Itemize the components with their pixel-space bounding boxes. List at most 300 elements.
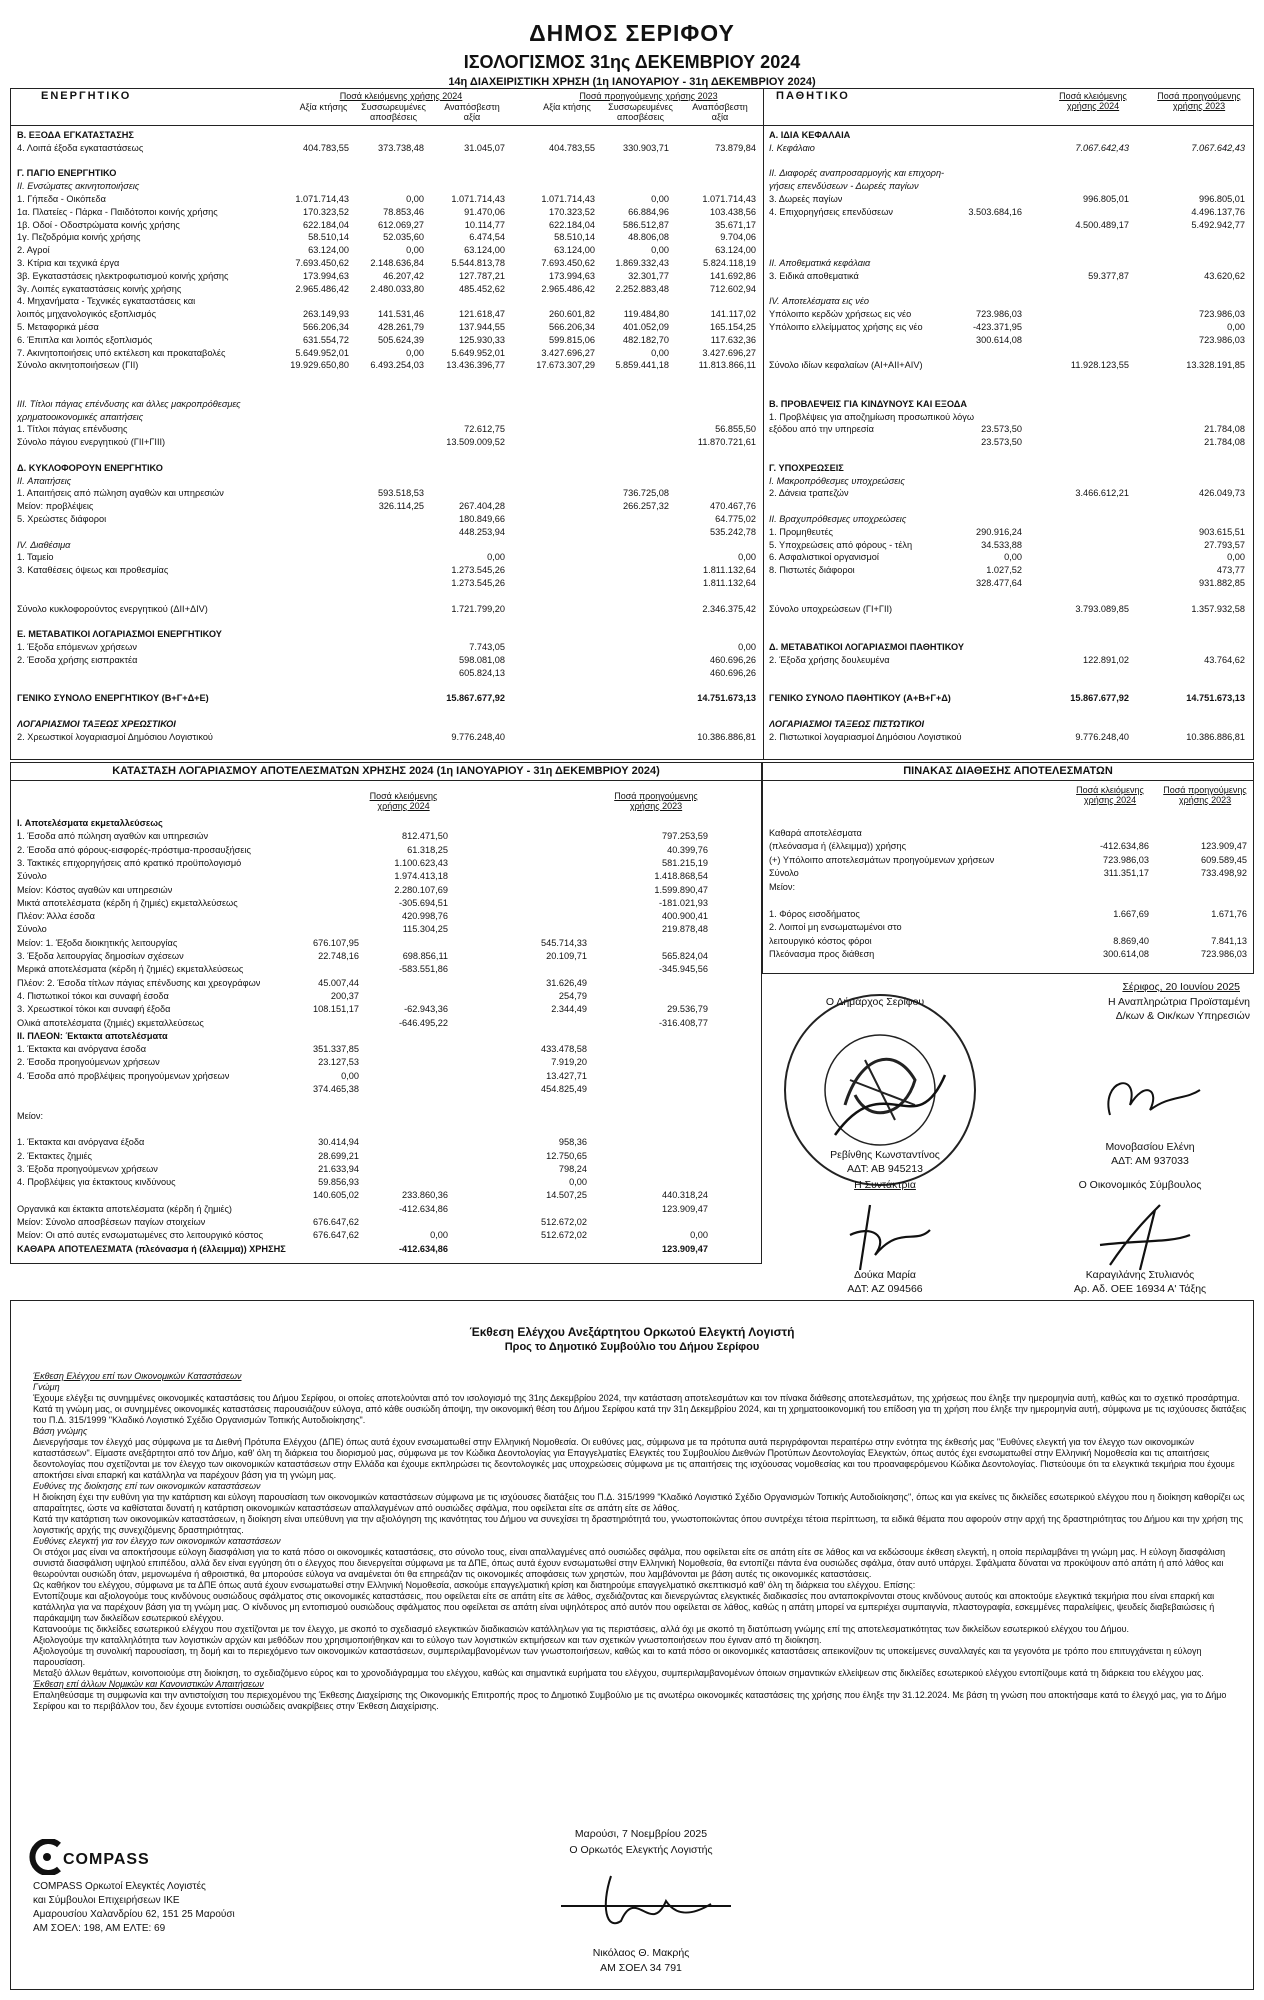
row-value: 125.930,33 bbox=[459, 334, 505, 345]
table-row bbox=[17, 870, 757, 882]
table-row bbox=[769, 692, 1247, 704]
row-value: 1.599.890,47 bbox=[654, 884, 708, 895]
mayor-name: Ρεβίνθης Κωνσταντίνος bbox=[830, 1149, 940, 1161]
row-value: 460.696,26 bbox=[710, 667, 756, 678]
row-label: 2. Έσοδα από φόρους-εισφορές-πρόστιμα-προσαυξήσεις bbox=[17, 844, 251, 855]
row-value: 1.667,69 bbox=[1113, 908, 1149, 919]
row-value: 23.573,50 bbox=[981, 424, 1022, 435]
row-value: 3.503.684,16 bbox=[968, 206, 1022, 217]
table-row bbox=[769, 167, 1247, 179]
row-value: 11.928.123,55 bbox=[1070, 360, 1129, 371]
row-value: 428.261,79 bbox=[378, 322, 424, 332]
row-value: 404.783,55 bbox=[549, 142, 595, 153]
row-label: 3β. Εγκαταστάσεις ηλεκτροφωτισμού κοινής χρήσης bbox=[17, 270, 229, 281]
row-value: 2.480.033,80 bbox=[370, 283, 424, 294]
row-value: 13.436.396,77 bbox=[446, 360, 505, 371]
row-value: 0,00 bbox=[690, 1230, 708, 1241]
row-label: II. ΠΛΕΟΝ: Έκτακτα αποτελέσματα bbox=[17, 1030, 168, 1041]
row-value: 622.184,04 bbox=[549, 219, 595, 230]
audit-paragraph: Ως καθήκον του ελέγχου, σύμφωνα με τα ΔΠΕ όπως αυτά έχουν ενσωματωθεί στην Ελληνική Νομοθεσία, ασκούμε επαγγελματική κρίση και διατηρούμε επαγγελματικό σκεπτικισμό καθ' όλη τη διάρκεια του ελέγχου. Επίσης: bbox=[33, 1580, 916, 1590]
row-value: 14.507,25 bbox=[546, 1190, 587, 1201]
row-value: 63.124,00 bbox=[464, 245, 505, 256]
table-row bbox=[17, 539, 757, 551]
row-label: 2. Πιστωτικοί λογαριασμοί Δημόσιου Λογιστικού bbox=[769, 731, 962, 742]
auditor-company-1: COMPASS Ορκωτοί Ελεγκτές Λογιστές bbox=[33, 1881, 206, 1892]
row-label: 4. Έσοδα από προβλέψεις προηγούμενων χρήσεων bbox=[17, 1070, 230, 1081]
table-row bbox=[17, 193, 757, 205]
table-row bbox=[17, 1003, 757, 1015]
row-label: (πλεόνασμα ή (έλλειμμα)) χρήσης bbox=[769, 841, 907, 851]
row-value: 91.470,06 bbox=[464, 206, 505, 217]
row-label: 1. Προμηθευτές bbox=[769, 526, 833, 537]
row-value: 420.998,76 bbox=[402, 911, 448, 922]
table-row bbox=[17, 910, 757, 922]
row-label: 3. Ειδικά αποθεματικά bbox=[769, 270, 859, 281]
row-label: 4. Λοιπά έξοδα εγκαταστάσεως bbox=[17, 142, 144, 153]
row-value: -305.694,51 bbox=[398, 897, 448, 908]
row-label: Ολικά αποτελέσματα (ζημιές) εκμεταλλεύσεως bbox=[17, 1017, 204, 1028]
mayor-id: ΑΔΤ: ΑΒ 945213 bbox=[847, 1163, 923, 1175]
row-label: Σύνολο ιδίων κεφαλαίων (ΑΙ+ΑΙΙ+ΑΙV) bbox=[769, 360, 923, 371]
table-row bbox=[17, 615, 757, 627]
table-row bbox=[17, 423, 757, 435]
table-row bbox=[769, 487, 1247, 499]
table-row bbox=[17, 923, 757, 935]
row-value: 0,00 bbox=[569, 1177, 587, 1188]
row-value: 29.536,79 bbox=[667, 1004, 708, 1015]
audit-paragraph: Αξιολογούμε τη συνολική παρουσίαση, τη δομή και το περιεχόμενο των οικονομικών καταστάσεων, συμπεριλαμβανομένων των γνωστοποιήσεων, καθώς και το κατά πόσο οι οικονομικές καταστάσεις απεικονίζουν τις υποκείμενες συναλλαγές και τα γεγονότα με τρόπο που επιτυγχάνεται η εύλογη παρουσίαση. bbox=[33, 1646, 1202, 1667]
table-row bbox=[17, 1176, 757, 1188]
row-value: 12.750,65 bbox=[546, 1150, 587, 1161]
row-value: 676.647,62 bbox=[313, 1230, 359, 1241]
table-row bbox=[769, 867, 1247, 879]
advisor-title: Ο Οικονομικός Σύμβουλος bbox=[1078, 1179, 1202, 1191]
row-value: 460.696,26 bbox=[710, 654, 756, 665]
row-label: II. Διαφορές αναπροσαρμογής και επιχορη- bbox=[769, 168, 945, 179]
table-row bbox=[769, 308, 1247, 320]
row-value: -345.945,56 bbox=[658, 964, 708, 975]
row-value: 123.909,47 bbox=[662, 1243, 708, 1254]
row-value: 0,00 bbox=[430, 1230, 448, 1241]
row-value: 64.775,02 bbox=[715, 514, 756, 524]
row-value: 1.811.132,64 bbox=[703, 578, 756, 588]
row-value: 21.784,08 bbox=[1204, 424, 1245, 435]
table-row bbox=[769, 180, 1247, 192]
row-value: 712.602,94 bbox=[710, 283, 756, 294]
audit-subtitle: Προς το Δημοτικό Συμβούλιο του Δήμου Σερίφου bbox=[504, 1341, 760, 1353]
table-row bbox=[17, 155, 757, 167]
table-row bbox=[769, 295, 1247, 307]
row-label: 3γ. Λοιπές εγκαταστάσεις κοινής χρήσης bbox=[17, 283, 182, 294]
row-value: 5.649.952,01 bbox=[451, 347, 505, 358]
row-value: 581.215,19 bbox=[662, 857, 708, 868]
writer-name: Δούκα Μαρία bbox=[854, 1269, 916, 1281]
table-row bbox=[17, 257, 757, 269]
row-label: Σύνολο bbox=[769, 868, 799, 878]
writer-title: Η Συντάκτρια bbox=[854, 1179, 916, 1191]
row-value: 170.323,52 bbox=[303, 206, 349, 217]
row-value: 78.853,46 bbox=[383, 206, 424, 217]
row-value: 61.318,25 bbox=[407, 844, 448, 855]
row-label: 6. Έπιπλα και λοιπός εξοπλισμός bbox=[17, 334, 153, 345]
row-value: 5.649.952,01 bbox=[295, 347, 349, 358]
row-value: 1.071.714,43 bbox=[295, 194, 349, 204]
table-row bbox=[769, 654, 1247, 666]
row-label: 2. Δάνεια τραπεζών bbox=[769, 488, 849, 499]
table-row bbox=[769, 513, 1247, 525]
row-value: 48.806,08 bbox=[628, 232, 669, 243]
row-label: 1. Τίτλοι πάγιας επένδυσης bbox=[17, 424, 128, 435]
row-label: Σύνολο ακινητοποιήσεων (ΓΙΙ) bbox=[17, 360, 139, 371]
table-row bbox=[769, 436, 1247, 448]
row-value: 56.855,50 bbox=[715, 424, 756, 435]
results-cur-year: Ποσά κλειόμενης χρήσης 2024 bbox=[369, 791, 438, 811]
row-value: 512.672,02 bbox=[541, 1217, 587, 1227]
assets-table bbox=[11, 129, 763, 759]
row-value: -646.495,22 bbox=[398, 1017, 448, 1028]
audit-paragraph: Αξιολογούμε την καταλληλότητα των λογιστικών αρχών και μεθόδων που χρησιμοποιήθηκαν και το εύλογο των λογιστικών εκτιμήσεων και των σχετικών γνωστοποιήσεων που έγιναν από τη διοίκηση. bbox=[33, 1635, 822, 1645]
row-value: 13.328.191,85 bbox=[1186, 360, 1245, 371]
row-value: 58.510,14 bbox=[308, 232, 349, 243]
row-label: Γ. ΥΠΟΧΡΕΩΣΕΙΣ bbox=[769, 462, 844, 473]
row-label: Ε. ΜΕΤΑΒΑΤΙΚΟΙ ΛΟΓΑΡΙΑΣΜΟΙ ΕΝΕΡΓΗΤΙΚΟΥ bbox=[17, 629, 222, 640]
table-row bbox=[17, 244, 757, 256]
table-row bbox=[17, 897, 757, 909]
row-value: 903.615,51 bbox=[1199, 526, 1245, 537]
row-value: 622.184,04 bbox=[303, 219, 349, 230]
row-value: 9.776.248,40 bbox=[1075, 731, 1129, 742]
table-row bbox=[17, 1203, 757, 1215]
table-row bbox=[17, 129, 757, 141]
row-value: 1.071.714,43 bbox=[702, 194, 756, 204]
row-value: -316.408,77 bbox=[658, 1017, 708, 1028]
row-value: 40.399,76 bbox=[667, 844, 708, 855]
audit-report bbox=[10, 1300, 1254, 1990]
deputy-title-1: Η Αναπληρώτρια Προϊσταμένη bbox=[1108, 996, 1250, 1008]
writer-signature-icon bbox=[830, 1195, 940, 1275]
deputy-signature-icon bbox=[1090, 1060, 1210, 1130]
row-label: Καθαρά αποτελέσματα bbox=[769, 827, 862, 838]
table-row bbox=[17, 487, 757, 499]
row-value: 121.618,47 bbox=[459, 309, 505, 320]
table-row bbox=[17, 1163, 757, 1175]
row-value: 2.965.486,42 bbox=[295, 283, 349, 294]
row-label: Σύνολο πάγιου ενεργητικού (ΓΙΙ+ΓΙΙΙ) bbox=[17, 437, 166, 448]
table-row bbox=[17, 270, 757, 282]
row-value: 14.751.673,13 bbox=[1186, 693, 1245, 704]
row-label: Μερικά αποτελέσματα (κέρδη ή ζημιές) εκμεταλλεύσεως bbox=[17, 964, 244, 975]
audit-paragraph: Κατανοούμε τις δικλείδες εσωτερικού ελέγχου που σχετίζονται με τον έλεγχο, με σκοπό το σχεδιασμό ελεγκτικών διαδικασιών κατάλληλων για τις περιστάσεις, αλλά όχι με σκοπό τη διατύπωση γνώμης επί της αποτελεσματικότητας των δικλείδων εσωτερικού ελέγχου του Δήμου. bbox=[33, 1624, 1130, 1634]
row-value: 6.493.254,03 bbox=[370, 360, 424, 371]
table-row bbox=[17, 1030, 757, 1042]
row-value: 173.994,63 bbox=[549, 270, 595, 281]
row-value: -62.943,36 bbox=[404, 1004, 448, 1015]
table-row bbox=[17, 1150, 757, 1162]
row-value: 0,00 bbox=[738, 552, 756, 563]
document-title: ΔΗΜΟΣ ΣΕΡΙΦΟΥ bbox=[529, 20, 735, 46]
table-row bbox=[769, 193, 1247, 205]
document-subtitle: ΙΣΟΛΟΓΙΣΜΟΣ 31ης ΔΕΚΕΜΒΡΙΟΥ 2024 bbox=[463, 52, 801, 72]
table-row bbox=[769, 142, 1247, 154]
auditor-id: ΑΜ ΣΟΕΛ 34 791 bbox=[600, 1962, 682, 1974]
row-value: 141.692,86 bbox=[710, 270, 756, 281]
row-value: 798,24 bbox=[558, 1163, 587, 1174]
row-label: 1. Έκτακτα και ανόργανα έξοδα bbox=[17, 1137, 145, 1148]
row-label: Γ. ΠΑΓΙΟ ΕΝΕΡΓΗΤΙΚΟ bbox=[17, 168, 117, 179]
row-value: 31.045,07 bbox=[464, 142, 505, 153]
table-row bbox=[769, 603, 1247, 615]
row-value: 401.052,09 bbox=[623, 322, 669, 332]
table-row bbox=[769, 359, 1247, 371]
col-net-23: Αναπόσβεστη αξία bbox=[692, 102, 748, 122]
row-value: 1.811.132,64 bbox=[703, 565, 756, 576]
table-row bbox=[17, 1056, 757, 1068]
results-statement bbox=[10, 762, 762, 1264]
row-value: 612.069,27 bbox=[378, 219, 424, 230]
row-value: 19.929.650,80 bbox=[290, 360, 349, 371]
table-row bbox=[17, 1110, 757, 1122]
row-value: 4.500.489,17 bbox=[1075, 219, 1129, 230]
row-value: 22.748,16 bbox=[318, 951, 359, 961]
row-value: 300.614,08 bbox=[976, 334, 1022, 345]
row-value: 123.909,47 bbox=[662, 1203, 708, 1214]
row-value: 7.693.450,62 bbox=[541, 258, 595, 268]
row-value: 535.242,78 bbox=[710, 526, 756, 537]
row-value: 9.776.248,40 bbox=[451, 731, 505, 742]
row-value: 119.484,80 bbox=[623, 309, 669, 320]
table-row bbox=[17, 844, 757, 856]
row-value: 10.386.886,81 bbox=[1186, 731, 1245, 742]
row-value: 2.280.107,69 bbox=[394, 884, 448, 895]
row-value: 200,37 bbox=[330, 990, 359, 1001]
row-label: Μείον: bbox=[17, 1110, 44, 1121]
row-value: -583.551,86 bbox=[398, 964, 448, 975]
row-value: 0,00 bbox=[406, 347, 424, 358]
table-row bbox=[769, 475, 1247, 487]
table-row bbox=[17, 830, 757, 842]
row-label: λοιπός μηχανολογικός εξοπλισμός bbox=[17, 309, 157, 320]
table-row bbox=[769, 270, 1247, 282]
row-label: Υπόλοιπο ελλείμματος χρήσης εις νέο bbox=[769, 322, 923, 332]
row-value: -423.371,95 bbox=[972, 322, 1022, 332]
row-label: Μείον: 1. Έξοδα διοικητικής λειτουργίας bbox=[17, 937, 178, 948]
row-value: 566.206,34 bbox=[303, 322, 349, 332]
row-label: 6. Ασφαλιστικοί οργανισμοί bbox=[769, 552, 879, 563]
table-row bbox=[17, 1136, 757, 1148]
deputy-name: Μονοβασίου Ελένη bbox=[1105, 1141, 1195, 1153]
row-label: 1. Φόρος εισοδήματος bbox=[769, 908, 860, 919]
row-value: 165.154,25 bbox=[710, 322, 756, 332]
row-value: 34.533,88 bbox=[981, 539, 1022, 550]
table-row bbox=[769, 881, 1247, 893]
row-label: Υπόλοιπο κερδών χρήσεως εις νέο bbox=[769, 309, 912, 320]
table-row bbox=[17, 1043, 757, 1055]
assets-title: ΕΝΕΡΓΗΤΙΚΟ bbox=[41, 90, 132, 102]
row-value: 8.869,40 bbox=[1113, 935, 1149, 946]
row-value: 733.498,92 bbox=[1201, 868, 1247, 878]
row-value: 3.793.089,85 bbox=[1075, 603, 1129, 614]
row-label: Δ. ΚΥΚΛΟΦΟΡΟΥΝ ΕΝΕΡΓΗΤΙΚΟ bbox=[17, 462, 163, 473]
row-value: 63.124,00 bbox=[715, 245, 756, 256]
table-row bbox=[17, 449, 757, 461]
row-label: Μείον: Σύνολο αποσβέσεων παγίων στοιχείων bbox=[17, 1217, 206, 1227]
row-label: εξόδου από την υπηρεσία bbox=[769, 424, 874, 435]
row-value: 300.614,08 bbox=[1103, 949, 1149, 959]
auditor-name: Νικόλαος Θ. Μακρής bbox=[592, 1947, 690, 1959]
table-row bbox=[769, 590, 1247, 602]
row-label: ΛΟΓΑΡΙΑΣΜΟΙ ΤΑΞΕΩΣ ΠΙΣΤΩΤΙΚΟΙ bbox=[769, 718, 925, 729]
deputy-id: ΑΔΤ: ΑΜ 937033 bbox=[1111, 1155, 1189, 1167]
row-value: 0,00 bbox=[651, 245, 669, 256]
advisor-signature-icon bbox=[1090, 1195, 1200, 1275]
row-value: 698.856,11 bbox=[402, 951, 448, 961]
row-value: 326.114,25 bbox=[378, 501, 424, 512]
table-row bbox=[17, 206, 757, 218]
table-row bbox=[17, 1083, 757, 1095]
auditor-signature-icon bbox=[551, 1866, 751, 1941]
row-value: 433.478,58 bbox=[541, 1044, 587, 1055]
row-value: 1.071.714,43 bbox=[541, 194, 595, 204]
col-cost-23: Αξία κτήσης bbox=[543, 102, 591, 112]
row-value: 73.879,84 bbox=[715, 142, 756, 153]
row-value: 123.909,47 bbox=[1201, 841, 1247, 851]
liabilities-table bbox=[763, 129, 1253, 759]
table-row bbox=[769, 615, 1247, 627]
row-label: 1. Έκτακτα και ανόργανα έσοδα bbox=[17, 1044, 147, 1055]
row-label: ΓΕΝΙΚΟ ΣΥΝΟΛΟ ΕΝΕΡΓΗΤΙΚΟΥ (Β+Γ+Δ+Ε) bbox=[17, 693, 209, 704]
distribution-rows bbox=[763, 813, 1253, 973]
auditor-company-4: ΑΜ ΣΟΕΛ: 198, ΑΜ ΕΛΤΕ: 69 bbox=[33, 1923, 166, 1934]
row-value: 72.612,75 bbox=[464, 424, 505, 435]
row-label: Α. ΙΔΙΑ ΚΕΦΑΛΑΙΑ bbox=[769, 130, 851, 140]
table-row bbox=[17, 641, 757, 653]
col-dep-24: Συσσωρευμένες αποσβέσεις bbox=[361, 102, 426, 122]
row-label: 2. Έκτακτες ζημιές bbox=[17, 1150, 92, 1161]
advisor-id: Αρ. Αδ. ΟΕΕ 16934 Α' Τάξης bbox=[1073, 1283, 1207, 1295]
row-value: 470.467,76 bbox=[710, 501, 756, 512]
row-value: 1.974.413,18 bbox=[394, 871, 448, 882]
row-value: 723.986,03 bbox=[1201, 949, 1247, 959]
row-value: 0,00 bbox=[651, 194, 669, 204]
row-value: 137.944,55 bbox=[459, 322, 505, 332]
liab-prev-year: Ποσά προηγούμενης χρήσης 2023 bbox=[1157, 91, 1241, 111]
compass-logo-icon bbox=[27, 1839, 67, 1875]
table-row bbox=[17, 475, 757, 487]
row-label: (+) Υπόλοιπο αποτελεσμάτων προηγούμενων χρήσεων bbox=[769, 854, 995, 865]
row-label: 2. Αγροί bbox=[17, 245, 50, 256]
row-label: 2. Έσοδα προηγούμενων χρήσεων bbox=[17, 1057, 160, 1068]
audit-paragraph: Έχουμε ελέγξει τις συνημμένες οικονομικές καταστάσεις του Δήμου Σερίφου, οι οποίες αποτελούνται από τον ισολογισμό της 31ης Δεκεμβρίου 2024, την κατάσταση αποτελεσμάτων και τον πίνακα διάθεσης αποτελεσμάτων, της χρήσεως που έληξε την ημερομηνία αυτή, καθώς και το σχετικό προσάρτημα. bbox=[33, 1393, 1240, 1403]
row-label: ΓΕΝΙΚΟ ΣΥΝΟΛΟ ΠΑΘΗΤΙΚΟΥ (Α+Β+Γ+Δ) bbox=[769, 693, 951, 704]
row-value: 10.114,77 bbox=[464, 219, 505, 230]
col-net-24: Αναπόσβεστη αξία bbox=[444, 102, 500, 122]
compass-logo-text: COMPASS bbox=[63, 1851, 150, 1868]
row-value: 141.117,02 bbox=[710, 309, 756, 320]
row-value: 58.510,14 bbox=[554, 232, 595, 243]
row-label: 4. Προβλέψεις για έκτακτους κινδύνους bbox=[17, 1177, 176, 1188]
row-value: 31.626,49 bbox=[546, 977, 587, 988]
table-row bbox=[769, 231, 1247, 243]
row-value: 7.067.642,43 bbox=[1075, 142, 1129, 153]
dist-prev-year: Ποσά προηγούμενης χρήσης 2023 bbox=[1163, 785, 1247, 805]
row-value: 5.824.118,19 bbox=[703, 258, 756, 268]
row-label: II. Ενσώματες ακινητοποιήσεις bbox=[17, 181, 140, 192]
row-value: 599.815,06 bbox=[549, 334, 595, 345]
row-value: 2.965.486,42 bbox=[541, 283, 595, 294]
table-row bbox=[17, 219, 757, 231]
row-label: 3. Καταθέσεις όψεως και προθεσμίας bbox=[17, 565, 169, 576]
row-label: 5. Μεταφορικά μέσα bbox=[17, 322, 99, 332]
row-label: I. Μακροπρόθεσμες υποχρεώσεις bbox=[769, 475, 905, 486]
row-value: 0,00 bbox=[1004, 552, 1022, 563]
table-row bbox=[769, 628, 1247, 640]
row-label: χρηματοοικονομικές απαιτήσεις bbox=[17, 411, 144, 422]
audit-heading: Ευθύνες ελεγκτή για τον έλεγχο των οικονομικών καταστάσεων bbox=[33, 1536, 281, 1546]
table-row bbox=[769, 935, 1247, 947]
row-label: Μείον: προβλέψεις bbox=[17, 501, 94, 512]
row-value: 10.386.886,81 bbox=[697, 731, 756, 742]
audit-heading: Βάση γνώμης bbox=[33, 1426, 88, 1436]
row-value: 328.477,64 bbox=[976, 578, 1022, 588]
auditor-company-3: Αμαρουσίου Χαλανδρίου 62, 151 25 Μαρούσι bbox=[33, 1909, 235, 1920]
row-label: III. Τίτλοι πάγιας επένδυσης και άλλες μακροπρόθεσμες bbox=[17, 398, 241, 409]
table-row bbox=[17, 526, 757, 538]
row-label: Β. ΠΡΟΒΛΕΨΕΙΣ ΓΙΑ ΚΙΝΔΥΝΟΥΣ ΚΑΙ ΕΞΟΔΑ bbox=[769, 398, 967, 409]
dist-cur-year: Ποσά κλειόμενης χρήσης 2024 bbox=[1076, 785, 1144, 805]
row-value: 5.492.942,77 bbox=[1191, 219, 1245, 230]
table-row bbox=[17, 1229, 757, 1241]
table-row bbox=[17, 436, 757, 448]
row-value: 565.824,04 bbox=[662, 951, 708, 961]
row-label: 2. Έξοδα χρήσης δουλευμένα bbox=[769, 654, 890, 665]
table-row bbox=[769, 921, 1247, 933]
row-label: Μείον: Κόστος αγαθών και υπηρεσιών bbox=[17, 884, 173, 895]
table-row bbox=[17, 590, 757, 602]
row-value: 219.878,48 bbox=[662, 924, 708, 935]
row-value: 605.824,13 bbox=[459, 667, 505, 678]
table-row bbox=[17, 334, 757, 346]
row-value: 13.427,71 bbox=[546, 1070, 587, 1081]
row-value: 351.337,85 bbox=[313, 1044, 359, 1055]
row-value: 17.673.307,29 bbox=[536, 360, 595, 371]
row-value: 931.882,85 bbox=[1199, 578, 1245, 588]
row-value: 0,00 bbox=[738, 642, 756, 652]
row-value: -412.634,86 bbox=[1099, 841, 1149, 851]
audit-paragraph: Μεταξύ άλλων θεμάτων, κοινοποιούμε στη διοίκηση, το σχεδιαζόμενο εύρος και το χρονοδιάγραμμα του ελέγχου, καθώς και σημαντικά ευρήματα του ελέγχου, συμπεριλαμβανομένων όποιων σημαντικών ελλείψεων στις δικλείδες εσωτερικού ελέγχου εντοπίζουμε κατά τη διάρκεια του ελέγχου μας. bbox=[33, 1668, 1204, 1678]
audit-title: Έκθεση Ελέγχου Ανεξάρτητου Ορκωτού Ελεγκτή Λογιστή bbox=[469, 1325, 795, 1339]
table-row bbox=[769, 411, 1247, 423]
liab-title: ΠΑΘΗΤΙΚΟ bbox=[776, 90, 850, 102]
row-value: 1.071.714,43 bbox=[451, 194, 505, 204]
audit-paragraph: Εντοπίζουμε και αξιολογούμε τους κινδύνους ουσιώδους σφάλματος στις οικονομικές καταστάσεις, που οφείλεται είτε σε απάτη είτε σε λάθος, σχεδιάζοντας και διενεργώντας ελεγκτικές διαδικασίες που ανταποκρίνονται στους κινδύνους αυτούς και αποκτούμε ελεγκτικά τεκμήρια που είναι επαρκή και κατάλληλα για να παρέχουν βάση για τη γνώμη μας. Ο κίνδυνος μη εντοπισμού ουσιώδους σφάλματος που οφείλεται σε απάτη είναι υψηλότερος από αυτόν που οφείλεται σε λάθος, καθώς η απάτη μπορεί να εμπεριέχει συμπαιγνία, πλαστογραφία, εσκεμμένες παραλείψεις, ψευδείς διαβεβαιώσεις ή παράκαμψη των δικλείδων εσωτερικού ελέγχου. bbox=[33, 1591, 1215, 1623]
row-label: ΚΑΘΑΡΑ ΑΠΟΤΕΛΕΣΜΑΤΑ (πλεόνασμα ή (έλλειμμα)) ΧΡΗΣΗΣ bbox=[17, 1243, 286, 1254]
row-value: 0,00 bbox=[487, 552, 505, 563]
distribution-title: ΠΙΝΑΚΑΣ ΔΙΑΘΕΣΗΣ ΑΠΟΤΕΛΕΣΜΑΤΩΝ bbox=[903, 765, 1113, 777]
table-row bbox=[17, 231, 757, 243]
audit-paragraph: Κατά την κατάρτιση των οικονομικών καταστάσεων, η διοίκηση είναι υπεύθυνη για την αξιολόγηση της ικανότητας του Δήμου να συνεχίσει τη δραστηριότητά του, γνωστοποιώντας όπου συντρέχει τέτοια περίπτωση, τα ειδικά θέματα που αφορούν στην αρχή της δραστηριότητας του Δήμου και την χρήση της λογιστικής αρχής της συνεχιζόμενης δραστηριότητας. bbox=[33, 1514, 1243, 1535]
table-row bbox=[17, 1243, 757, 1255]
row-label: Σύνολο υποχρεώσεων (ΓΙ+ΓΙΙ) bbox=[769, 603, 893, 614]
row-value: 723.986,03 bbox=[976, 309, 1022, 320]
row-value: 27.793,57 bbox=[1204, 539, 1245, 550]
row-value: 566.206,34 bbox=[549, 322, 595, 332]
table-row bbox=[17, 513, 757, 525]
col-cost-24: Αξία κτήσης bbox=[299, 102, 348, 112]
table-row bbox=[17, 817, 757, 829]
row-value: 46.207,42 bbox=[383, 270, 424, 281]
table-row bbox=[17, 411, 757, 423]
table-row bbox=[769, 219, 1247, 231]
